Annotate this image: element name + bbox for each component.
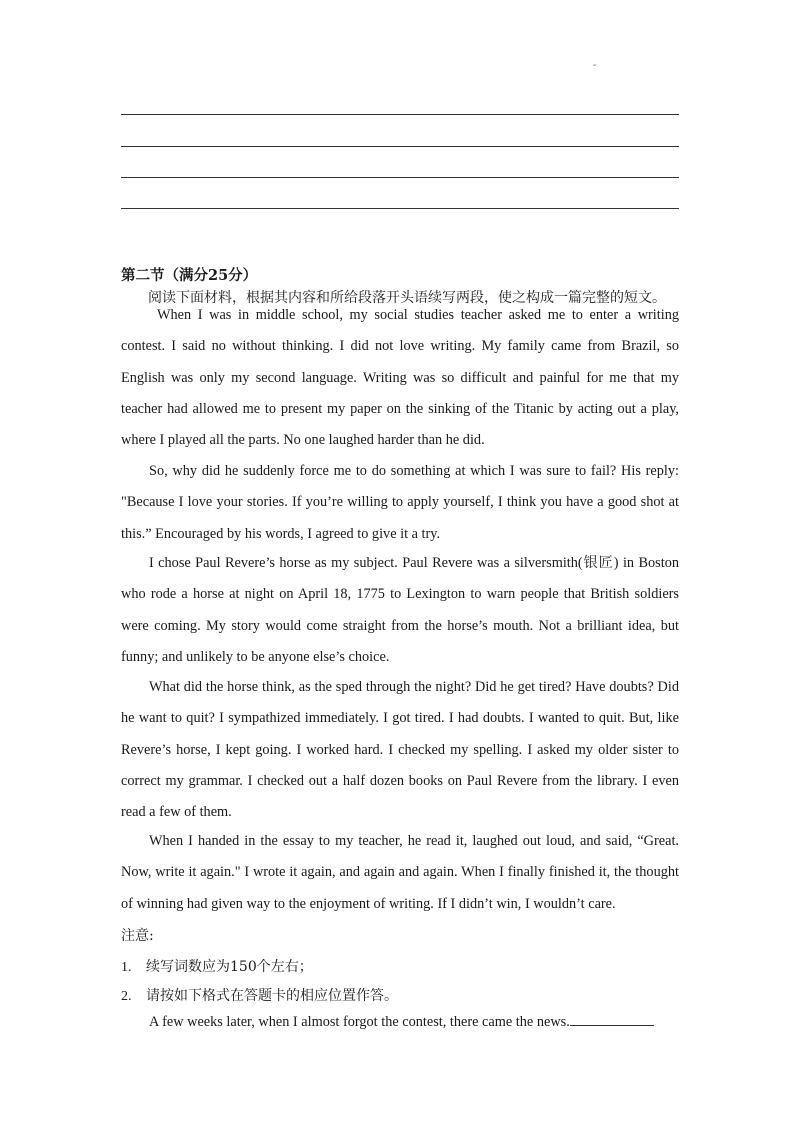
note-item bbox=[121, 956, 313, 976]
answer-blank[interactable] bbox=[570, 1013, 654, 1026]
answer-line bbox=[121, 146, 679, 147]
notes-label: 注意: bbox=[121, 928, 154, 944]
passage-paragraph: So, why did he suddenly force me to do something at which I was sure to fail? His reply: "Because I love your stories. If you’re willing to apply yourself, I think you have a good shot at this.” Encouraged by his words, I agreed to give it a try. bbox=[121, 463, 679, 542]
note-number: 1. bbox=[121, 960, 132, 975]
answer-line bbox=[121, 208, 679, 209]
note-text: 续写词数应为150个左右； bbox=[146, 959, 313, 975]
passage-paragraph: When I was in middle school, my social studies teacher asked me to enter a writing contest. I said no without thinking. I did not love writing. My family came from Brazil, so English was only my second language. Writing was so difficult and painful for me that my teacher had allowed me to present my paper on the sinking of the Titanic by acting out a play, where I played all the parts. No one laughed harder than he did. bbox=[121, 307, 679, 449]
section-heading: 第二节（满分25分） bbox=[121, 267, 258, 284]
note-item bbox=[121, 985, 398, 1005]
passage-paragraph: I chose Paul Revere’s horse as my subject. Paul Revere was a silversmith(银匠) in Boston who rode a horse at night on April 18, 1775 to Lexington to warn people that British soldiers were coming. My story would come straight from the horse’s mouth. Not a brilliant idea, but funny; and unlikely to be anyone else’s choice. bbox=[121, 555, 679, 665]
passage-paragraph: What did the horse think, as the sped through the night? Did he get tired? Have doubts? Did he want to quit? I sympathized immediately. I got tired. I had doubts. I wanted to quit. But, like Revere’s horse, I kept going. I worked hard. I checked my spelling. I asked my older sister to correct my grammar. I checked out a half dozen books on Paul Revere from the library. I even read a few of them. bbox=[121, 679, 679, 821]
answer-line bbox=[121, 177, 679, 178]
continuation-opening bbox=[149, 1013, 654, 1031]
section-instruction: 阅读下面材料，根据其内容和所给段落开头语续写两段，使之构成一篇完整的短文。 bbox=[148, 290, 666, 306]
answer-line bbox=[121, 114, 679, 115]
corner-mark: - bbox=[593, 60, 597, 71]
note-number: 2. bbox=[121, 989, 132, 1004]
passage-paragraph: When I handed in the essay to my teacher, he read it, laughed out loud, and said, “Great. Now, write it again." I wrote it again, and again and again. When I finally finished it, the thought of winning had given way to the enjoyment of writing. If I didn’t win, I wouldn’t care. bbox=[121, 833, 679, 912]
opening-sentence: A few weeks later, when I almost forgot the contest, there came the news. bbox=[149, 1014, 570, 1030]
note-text: 请按如下格式在答题卡的相应位置作答。 bbox=[146, 988, 398, 1004]
